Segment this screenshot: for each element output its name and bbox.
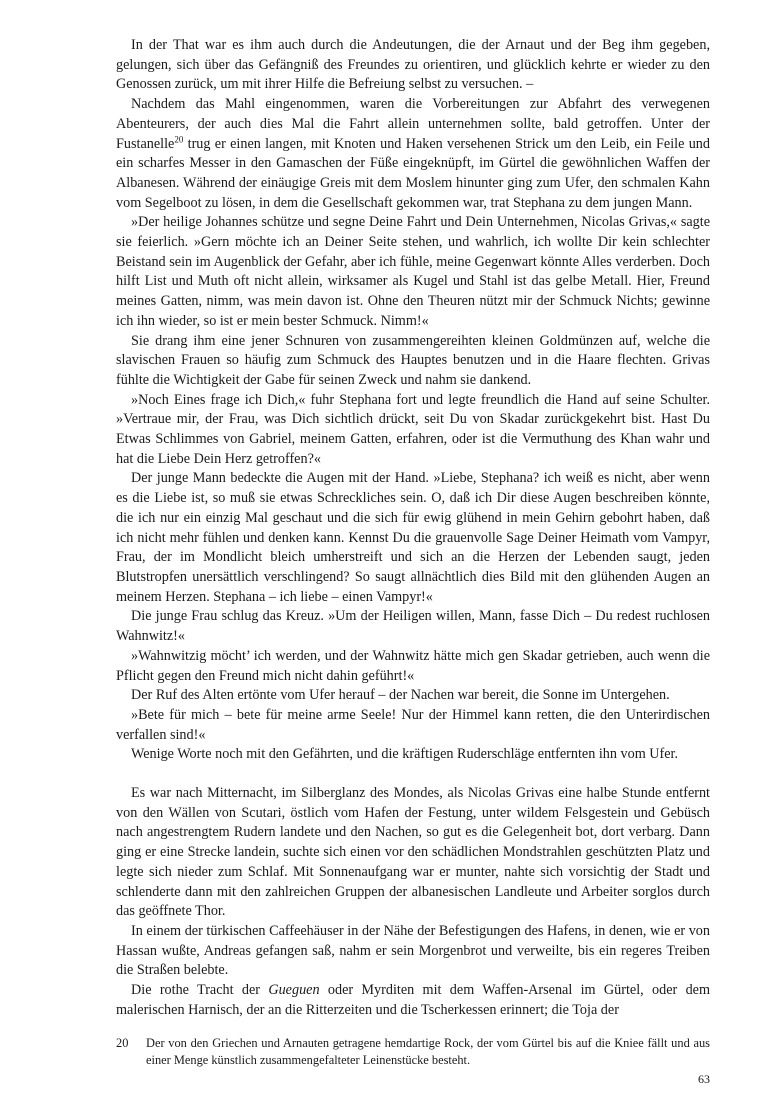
paragraph-text: Nachdem das Mahl eingenommen, waren die Vorbereitungen zur Abfahrt des verwegenen Abenteurers, der auch dies Mal die Fahrt allein unternehmen sollte, bald getroffen. Unter der Fustanelle (116, 96, 710, 152)
paragraph: Der junge Mann bedeckte die Augen mit der Hand. »Liebe, Stephana? ich weiß es nicht, aber wenn es die Liebe ist, so muß sie etwas Schreckliches sein. O, daß ich Dir diese Augen beschreiben könnte, die ich nur ein einzig Mal geschaut und die sich für ewig glühend in mein Gehirn gebohrt haben, daß ich nicht mehr fühlen und denken kann. Kennst Du die grauenvolle Sage Deiner Heimath vom Vampyr, Frau, der im Mondlicht bleich umherstreift und sich an die Herzen der Lebenden saugt, jeden Blutstropfen unersättlich verschlingend? So saugt allnächtlich dies Bild mit den glühenden Augen an meinem Herzen. Stephana – ich liebe – einen Vampyr!« (116, 470, 710, 605)
italic-term: Gueguen (268, 982, 320, 999)
paragraph: Es war nach Mitternacht, im Silberglanz des Mondes, als Nicolas Grivas eine halbe Stunde entfernt von den Wällen von Scutari, östlich vom Hafen der Festung, unter wildem Felsgestein und Gebüsch nach angestrengtem Rudern landete und den Nachen, so gut es die Gelegenheit bot, dort verbarg. Dann ging er eine Strecke landein, suchte sich einen vor den schädlichen Mondstrahlen geschützten Platz und legte sich nieder zum Schlaf. Mit Sonnenaufgang war er munter, nahte sich vorsichtig der Stadt und schlenderte dann mit den zahlreichen Gruppen der albanesischen Landleute und Arbeiter sorglos durch das geöffnete Thor. (116, 785, 710, 920)
paragraph: »Der heilige Johannes schütze und segne Deine Fahrt und Dein Unternehmen, Nicolas Grivas,« sagte sie feierlich. »Gern möchte ich an Deiner Seite stehen, und wahrlich, ich wollte Dir kein schlechter Beistand sein im Augenblick der Gefahr, aber ich fühle, meine Gegenwart könnte Alles verderben. Doch hilft List und Muth oft nicht allein, wirksamer als Kugel und Stahl ist das gelbe Metall. Hier, Freund meines Gatten, nimm, was mein davon ist. Ohne den Theuren nützt mir der Schmuck Nichts; gewinne ich ihn wieder, so ist er mein bester Schmuck. Nimm!« (116, 214, 710, 329)
paragraph-text: trug er einen langen, mit Knoten und Haken versehenen Strick um den Leib, ein Feile und ein scharfes Messer in den Gamaschen der Füße eingeknüpft, im Gürtel die gewöhnlichen Waffen der Albanesen. Während der einäugige Greis mit dem Moslem hinunter ging zum Ufer, den schmalen Kahn vom Segelboot zu lösen, in dem die Gesellschaft gekommen war, trat Stephana zu dem jungen Mann. (116, 135, 710, 211)
paragraph: In einem der türkischen Caffeehäuser in der Nähe der Befestigungen des Hafens, in denen, wie er von Hassan wußte, Andreas gefangen saß, nahm er sein Morgenbrot und verweilte, bis ein regeres Treiben die Straßen belebte. (116, 922, 710, 979)
paragraph: »Noch Eines frage ich Dich,« fuhr Stephana fort und legte freundlich die Hand auf seine Schulter. »Vertraue mir, der Frau, was Dich sichtlich drückt, seit Du von Skadar zurückgekehrt bist. Hast Du Etwas Schlimmes von Gabriel, meinem Gatten, erfahren, oder ist die Vermuthung des Khan wahr und hat die Liebe Dein Herz getroffen?« (116, 391, 710, 467)
paragraph: Sie drang ihm eine jener Schnuren von zusammengereihten kleinen Goldmünzen auf, welche die slavischen Frauen so häufig zum Schmuck des Hauptes benutzen und in die Haare flechten. Grivas fühlte die Wichtigkeit der Gabe für seinen Zweck und nahm sie dankend. (116, 332, 710, 388)
footnote-reference: 20 (174, 133, 184, 144)
footnote-text: Der von den Griechen und Arnauten getragene hemdartige Rock, der vom Gürtel bis auf die Kniee fällt und aus einer Menge künstlich zusammengefalteter Leinenstücke besteht. (146, 1036, 710, 1067)
paragraph: »Bete für mich – bete für meine arme Seele! Nur der Himmel kann retten, die den Unterirdischen verfallen sind!« (116, 706, 710, 743)
paragraph: Wenige Worte noch mit den Gefährten, und die kräftigen Ruderschläge entfernten ihn vom Ufer. (131, 746, 679, 763)
paragraph-text: Die rothe Tracht der (131, 982, 269, 999)
paragraph (116, 95, 710, 213)
paragraph: Der Ruf des Alten ertönte vom Ufer herauf – der Nachen war bereit, die Sonne im Untergehen. (131, 687, 670, 704)
footnote (116, 1035, 710, 1068)
footnote-number: 20 (116, 1036, 129, 1050)
paragraph: »Wahnwitzig möcht’ ich werden, und der Wahnwitz hätte mich gen Skadar getrieben, auch wenn die Pflicht gegen den Freund mich nicht dahin geführt!« (116, 647, 710, 684)
paragraph-text: oder Myrditen mit dem Waffen-Arsenal im Gürtel, oder dem malerischen Harnisch, der an die Ritterzeiten und die Tscherkessen erinnert; die Toja der (116, 982, 711, 1018)
paragraph: In der That war es ihm auch durch die Andeutungen, die der Arnaut und der Beg ihm gegeben, gelungen, sich über das Gefängniß des Freundes zu orientiren, und glücklich kehrte er wieder zu den Genossen zurück, um mit ihrer Hilfe die Befreiung selbst zu versuchen. – (116, 37, 710, 93)
page-number: 63 (698, 1072, 710, 1086)
paragraph: Die junge Frau schlug das Kreuz. »Um der Heiligen willen, Mann, fasse Dich – Du redest ruchlosen Wahnwitz!« (116, 608, 710, 645)
page-body (116, 36, 710, 1020)
paragraph (116, 981, 710, 1020)
